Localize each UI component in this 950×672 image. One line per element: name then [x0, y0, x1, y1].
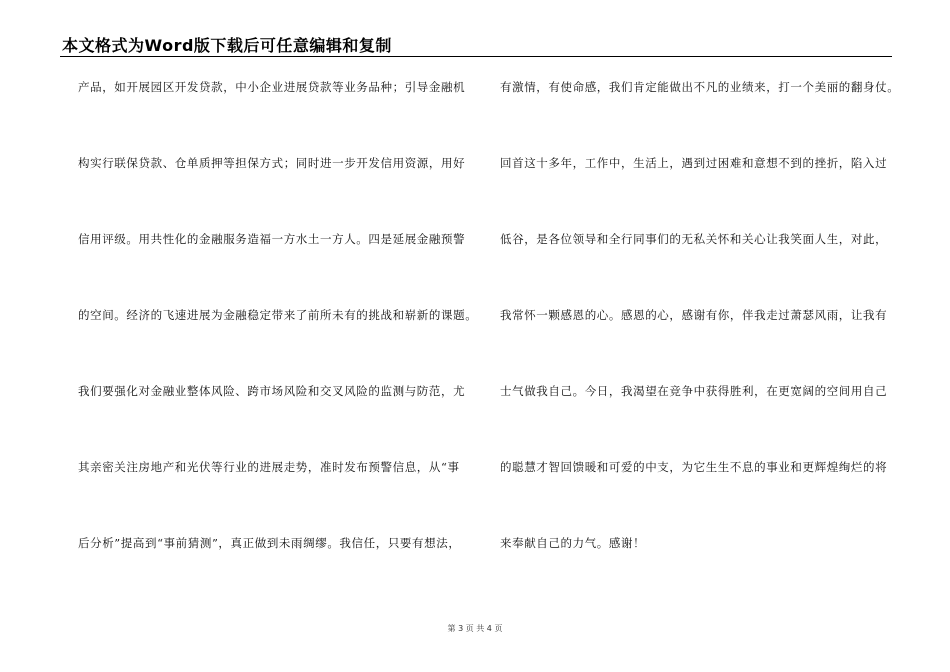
- text-line: 的聪慧才智回馈暖和可爱的中支，为它生生不息的事业和更辉煌绚烂的将: [500, 460, 888, 474]
- left-text-column: [78, 78, 478, 610]
- text-line: 其亲密关注房地产和光伏等行业的进展走势，准时发布预警信息，从“事: [78, 460, 460, 474]
- text-line: 产品，如开展园区开发贷款，中小企业进展贷款等业务品种；引导金融机: [78, 80, 466, 94]
- text-line: 有激情，有使命感，我们肯定能做出不凡的业绩来，打一个美丽的翻身仗。: [500, 80, 900, 94]
- text-line: 我常怀一颗感恩的心。感恩的心，感谢有你，伴我走过萧瑟风雨，让我有: [500, 308, 888, 322]
- text-line: 后分析”提高到“事前猜测”，真正做到未雨绸缪。我信任，只要有想法，: [78, 536, 461, 550]
- document-header-title: 本文格式为Word版下载后可任意编辑和复制: [62, 36, 392, 55]
- text-line: 来奉献自己的力气。感谢！: [500, 536, 646, 550]
- text-line: 的空间。经济的飞速进展为金融稳定带来了前所未有的挑战和崭新的课题。: [78, 308, 478, 322]
- right-text-column: [500, 78, 900, 610]
- page-number-footer: 第 3 页 共 4 页: [447, 624, 503, 633]
- header-divider: [60, 56, 892, 57]
- text-line: 士气做我自己。今日，我渴望在竞争中获得胜利，在更宽阔的空间用自己: [500, 384, 888, 398]
- text-line: 构实行联保贷款、仓单质押等担保方式；同时进一步开发信用资源，用好: [78, 156, 466, 170]
- text-line: 信用评级。用共性化的金融服务造福一方水土一方人。四是延展金融预警: [78, 232, 466, 246]
- text-line: 回首这十多年，工作中，生活上，遇到过困难和意想不到的挫折，陷入过: [500, 156, 888, 170]
- text-line: 我们要强化对金融业整体风险、跨市场风险和交叉风险的监测与防范，尤: [78, 384, 466, 398]
- text-line: 低谷，是各位领导和全行同事们的无私关怀和关心让我笑面人生，对此，: [500, 232, 888, 246]
